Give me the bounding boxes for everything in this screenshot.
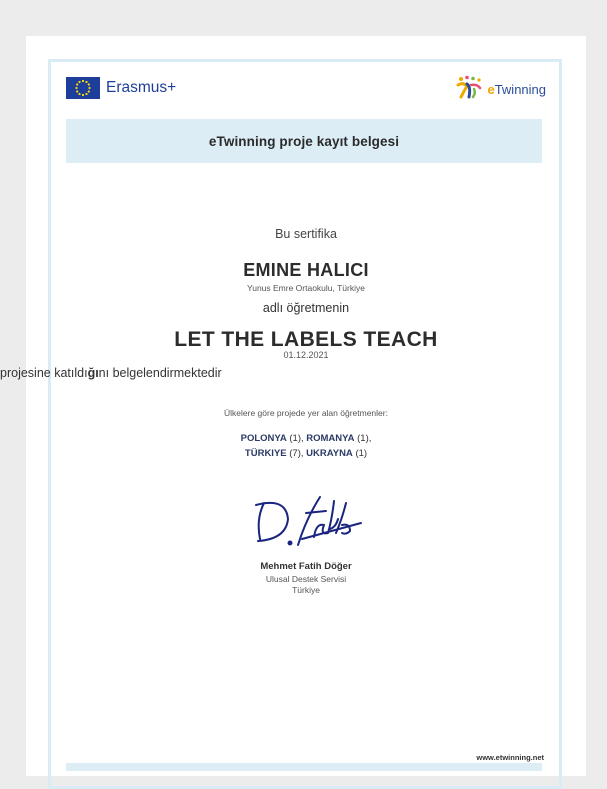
teacher-name: EMINE HALICI [243, 260, 369, 280]
title-banner [66, 119, 542, 163]
handwritten-signature [246, 489, 366, 556]
statement-pre: projesine katıldı [0, 366, 88, 380]
etwinning-figures-icon [455, 75, 485, 104]
signatory-country: Türkiye [292, 585, 320, 595]
project-name: LET THE LABELS TEACH [174, 328, 438, 351]
etwinning-prefix: e [487, 82, 495, 97]
certificate-sheet [0, 36, 586, 776]
etwinning-label [487, 82, 546, 97]
statement-text [0, 366, 222, 380]
countries-line-1 [26, 433, 586, 444]
countries-line-2 [26, 448, 586, 459]
bottom-bar [66, 763, 542, 771]
school-name: Yunus Emre Ortaokulu, Türkiye [247, 283, 365, 293]
website-url: www.etwinning.net [476, 753, 544, 762]
project-date: 01.12.2021 [283, 350, 329, 360]
intro-text: Bu sertifika [275, 227, 337, 241]
country-count: (1), [289, 433, 304, 444]
country-name: TÜRKIYE [244, 448, 287, 459]
erasmus-label: Erasmus+ [106, 79, 177, 96]
certificate-frame [48, 59, 562, 789]
teacher-suffix: adlı öğretmenin [262, 301, 350, 315]
country-name: UKRAYNA [306, 448, 353, 459]
country-name: ROMANYA [306, 433, 355, 444]
certificate-title: eTwinning proje kayıt belgesi [208, 133, 400, 149]
country-name: POLONYA [240, 433, 287, 444]
signatory-name: Mehmet Fatih Döğer [260, 561, 352, 572]
country-count: (1) [355, 448, 368, 459]
etwinning-rest: Twinning [494, 82, 546, 97]
erasmus-logo [66, 76, 176, 100]
eu-flag-icon [66, 77, 100, 99]
statement-bold: ğı [87, 366, 99, 380]
etwinning-logo [455, 75, 546, 104]
country-count: (7), [289, 448, 304, 459]
signatory-role: Ulusal Destek Servisi [265, 574, 347, 584]
statement-post: nı belgelendirmektedir [98, 366, 222, 380]
country-count: (1), [357, 433, 372, 444]
countries-label: Ülkelere göre projede yer alan öğretmenler: [224, 408, 388, 418]
